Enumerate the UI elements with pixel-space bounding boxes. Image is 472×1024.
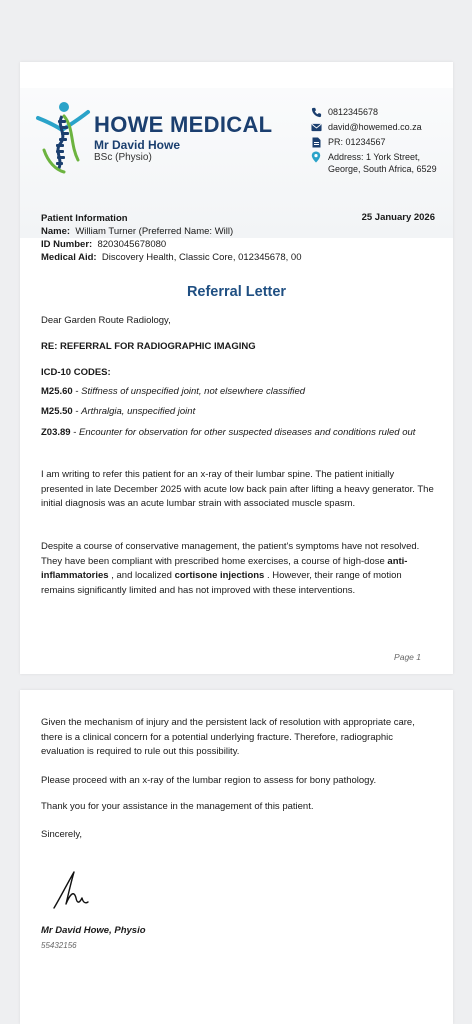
phone-icon bbox=[310, 106, 322, 118]
paragraph-concern: Given the mechanism of injury and the persistent lack of resolution with appropriate care, there is a clinical concern for a potential underlying fracture. Therefore, radiographic evaluation is required to rule out this possibility. bbox=[41, 717, 415, 757]
document-page-1 bbox=[20, 62, 453, 674]
patient-id: 8203045678080 bbox=[97, 239, 167, 250]
icd-code-item: Z03.89 - Encounter for observation for other suspected diseases and conditions ruled out bbox=[41, 426, 416, 438]
location-pin-icon bbox=[310, 151, 322, 163]
spine-logo-icon bbox=[34, 100, 92, 174]
contact-email[interactable]: david@howemed.co.za bbox=[310, 121, 450, 133]
icd-heading: ICD-10 CODES: bbox=[41, 367, 111, 378]
patient-medical-aid: Discovery Health, Classic Core, 012345678, 00 bbox=[101, 252, 302, 263]
signatory-name: Mr David Howe, Physio bbox=[41, 925, 146, 936]
signature-image bbox=[44, 858, 104, 918]
email-icon bbox=[310, 121, 322, 133]
paragraph-management: Despite a course of conservative management, the patient's symptoms have not resolved. They have been compliant with prescribed home exercises, a course of high-dose anti-inflammatories , and localized cortisone injections . However, their range of motion remains significantly limited and has not improved with these interventions. bbox=[41, 541, 420, 596]
anti-inflammatories-text: anti-inflammatories bbox=[41, 555, 408, 581]
document-page-2 bbox=[20, 690, 453, 1024]
patient-medical-aid-row: Medical Aid: Discovery Health, Classic Core, 012345678, 00 bbox=[41, 252, 302, 263]
patient-name: William Turner (Preferred Name: Will) bbox=[75, 226, 234, 237]
letter-title: Referral Letter bbox=[186, 284, 287, 300]
practitioner-name: Mr David Howe bbox=[94, 138, 181, 152]
document-icon bbox=[310, 136, 322, 148]
patient-name-row: Name: William Turner (Preferred Name: Will) bbox=[41, 226, 234, 237]
signatory-number: 55432156 bbox=[41, 941, 77, 950]
patient-info-heading: Patient Information bbox=[41, 213, 128, 224]
icd-codes bbox=[41, 366, 437, 446]
contact-phone[interactable]: 0812345678 bbox=[310, 106, 450, 118]
address-line-1: Address: 1 York Street, bbox=[328, 152, 421, 162]
paragraph-thanks: Thank you for your assistance in the management of this patient. bbox=[41, 801, 314, 812]
re-line: RE: REFERRAL FOR RADIOGRAPHIC IMAGING bbox=[41, 341, 256, 352]
paragraph-history: I am writing to refer this patient for an x-ray of their lumbar spine. The patient initially presented in late December 2025 with acute low back pain after lifting a heavy generator. The initial diagnosis was an acute lumbar strain with associated muscle spasm. bbox=[41, 469, 434, 509]
patient-id-row: ID Number: 8203045678080 bbox=[41, 239, 167, 250]
page-number: Page 1 bbox=[394, 652, 421, 662]
practitioner-qualification: BSc (Physio) bbox=[94, 152, 152, 163]
cortisone-injections-text: cortisone injections bbox=[174, 570, 265, 581]
brand-name: HOWE MEDICAL bbox=[94, 112, 273, 137]
contact-address bbox=[310, 151, 450, 175]
salutation: Dear Garden Route Radiology, bbox=[41, 315, 171, 326]
patient-information bbox=[41, 212, 441, 264]
paragraph-request: Please proceed with an x-ray of the lumbar region to assess for bony pathology. bbox=[41, 775, 377, 786]
address-line-2: George, South Africa, 6529 bbox=[328, 164, 437, 174]
icd-code-item: M25.50 - Arthralgia, unspecified joint bbox=[41, 406, 196, 417]
contact-pr: PR: 01234567 bbox=[310, 136, 450, 148]
letter-date: 25 January 2026 bbox=[361, 212, 435, 223]
icd-code-item: M25.60 - Stiffness of unspecified joint, not elsewhere classified bbox=[41, 385, 306, 397]
contact-block bbox=[310, 106, 450, 178]
closing: Sincerely, bbox=[41, 829, 83, 840]
